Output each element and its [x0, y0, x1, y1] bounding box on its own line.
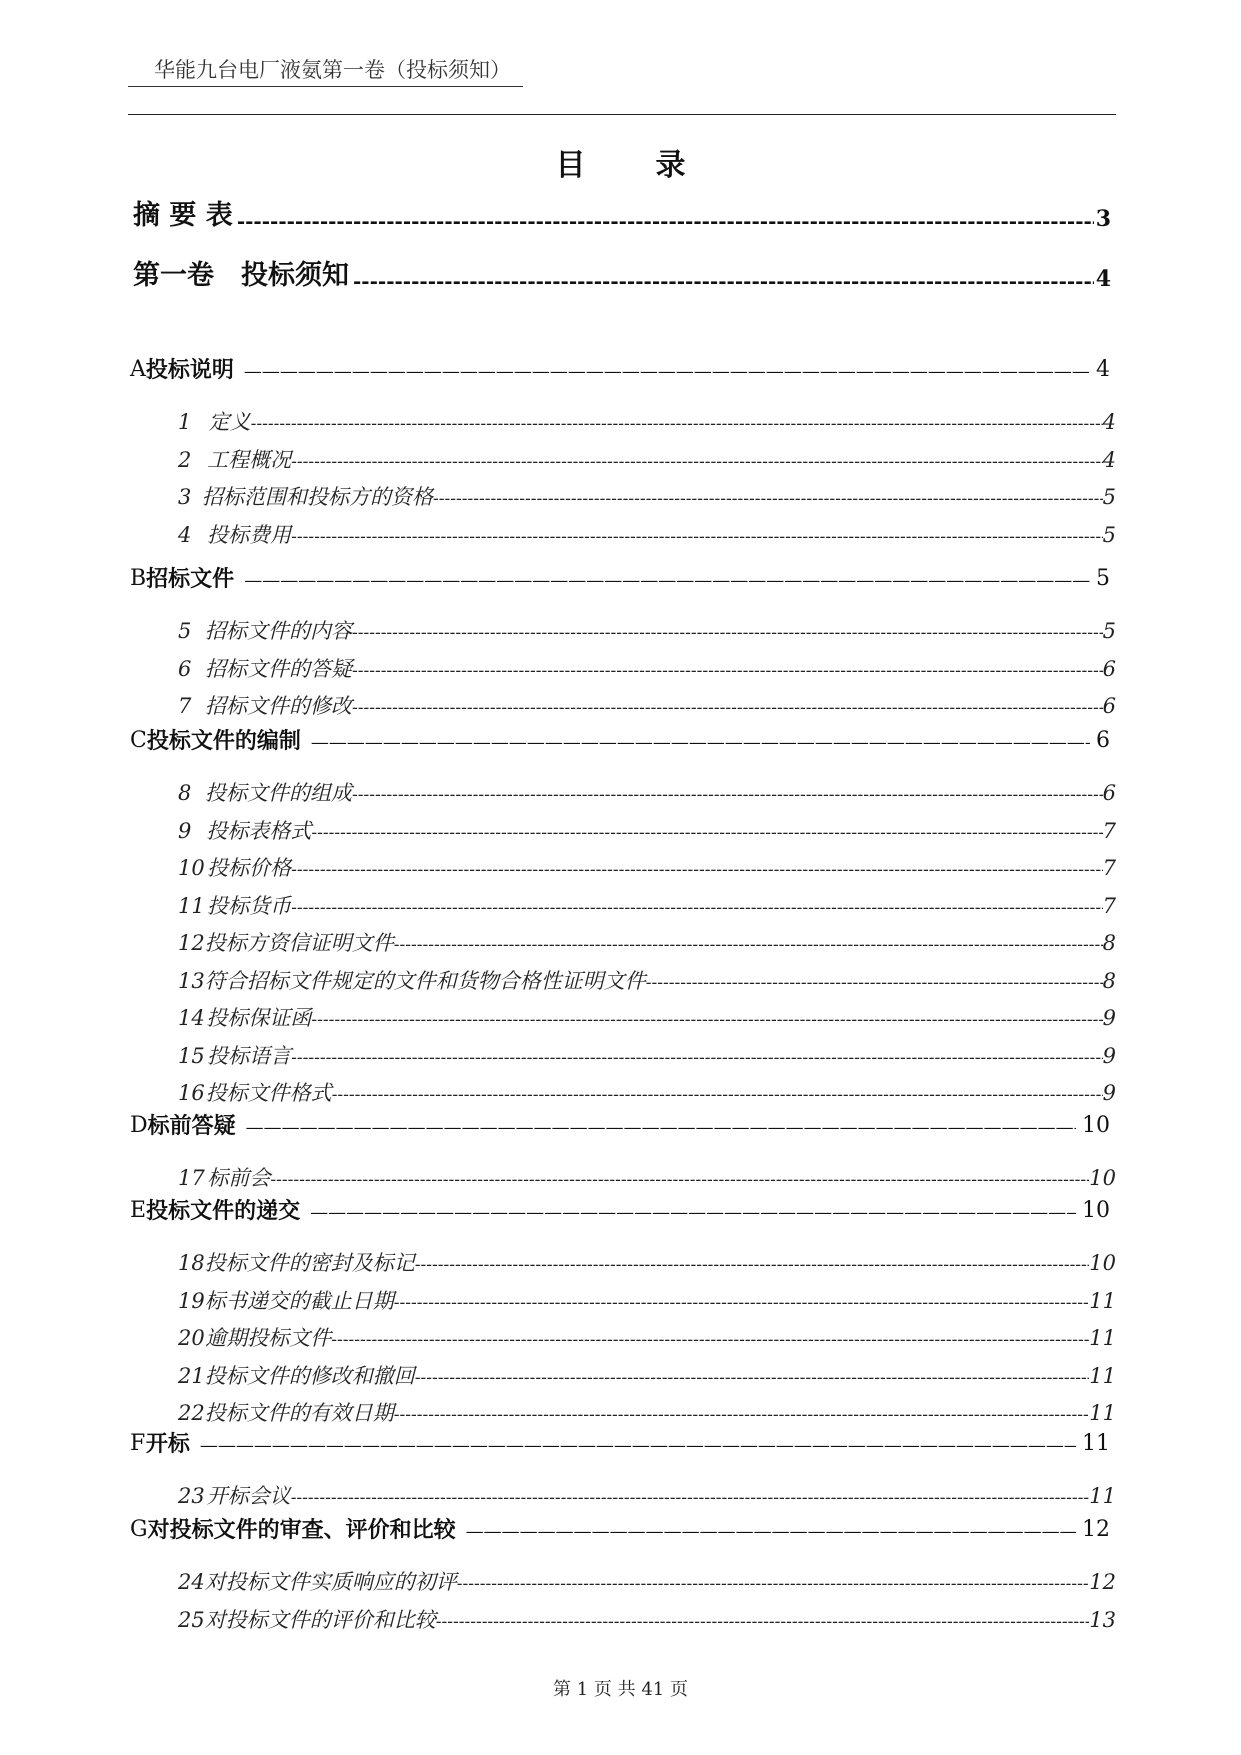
section-letter: A — [130, 357, 146, 382]
dot-leader — [394, 1289, 1090, 1317]
item-number: 3 — [178, 485, 192, 509]
toc-item[interactable] — [178, 1604, 1116, 1636]
toc-section[interactable] — [130, 1428, 1110, 1460]
dot-leader — [352, 781, 1103, 809]
dot-leader — [415, 1364, 1090, 1392]
item-title: 投标方资信证明文件 — [204, 931, 394, 955]
toc-page-number: 4 — [1102, 410, 1116, 434]
dash-leader — [244, 358, 1090, 386]
toc-item[interactable] — [178, 1162, 1116, 1194]
dot-leader — [457, 1570, 1090, 1598]
toc-item[interactable] — [178, 777, 1116, 809]
toc-item[interactable] — [178, 481, 1116, 513]
dot-leader — [646, 969, 1103, 997]
item-number: 11 — [178, 893, 205, 918]
toc-page-number: 7 — [1102, 818, 1116, 843]
toc-item[interactable] — [178, 1480, 1116, 1512]
item-number: 12 — [178, 931, 205, 955]
item-number: 2 — [178, 447, 192, 472]
item-title: 符合招标文件规定的文件和货物合格性证明文件 — [204, 968, 646, 993]
toc-item[interactable] — [178, 1322, 1116, 1354]
toc-page-number: 10 — [1082, 1113, 1110, 1138]
item-title: 投标表格式 — [206, 818, 312, 843]
dot-leader — [394, 1401, 1090, 1429]
toc-page-number: 5 — [1102, 522, 1116, 547]
item-title: 投标费用 — [207, 522, 292, 547]
item-number: 17 — [178, 1166, 205, 1190]
dot-leader — [415, 1251, 1090, 1279]
section-title: 开标 — [145, 1431, 190, 1457]
toc-page-number: 3 — [1095, 206, 1111, 232]
toc-item[interactable] — [178, 653, 1116, 685]
item-number: 7 — [178, 694, 192, 718]
toc-item[interactable] — [178, 1002, 1116, 1034]
toc-page-number: 13 — [1089, 1607, 1116, 1632]
toc-page-number: 10 — [1089, 1166, 1116, 1190]
item-number: 1 — [178, 410, 192, 434]
toc-page-number: 11 — [1089, 1484, 1116, 1508]
toc-title-char-1: 目 — [555, 148, 586, 183]
toc-page-number: 5 — [1102, 619, 1116, 643]
toc-item[interactable] — [178, 1285, 1116, 1317]
toc-section[interactable] — [130, 1514, 1110, 1546]
dot-leader — [436, 1608, 1090, 1636]
dot-leader — [353, 266, 1094, 296]
toc-section[interactable] — [130, 1195, 1110, 1227]
item-title: 投标文件的修改和撤回 — [204, 1363, 415, 1388]
item-number: 4 — [178, 522, 192, 547]
toc-page-number: 11 — [1089, 1326, 1116, 1350]
dot-leader — [291, 448, 1102, 476]
item-number: 9 — [178, 818, 192, 843]
item-title: 标前会 — [207, 1166, 271, 1190]
item-title: 对投标文件实质响应的初评 — [204, 1570, 457, 1594]
dot-leader — [394, 931, 1103, 959]
item-number: 13 — [178, 968, 205, 993]
item-number: 19 — [178, 1288, 205, 1313]
toc-page-number: 12 — [1089, 1570, 1116, 1594]
section-letter: C — [130, 728, 147, 753]
dot-leader — [311, 819, 1102, 847]
dot-leader — [352, 619, 1103, 647]
toc-page-number: 6 — [1102, 694, 1116, 718]
item-number: 14 — [178, 1006, 205, 1030]
toc-item[interactable] — [178, 519, 1116, 551]
toc-item[interactable] — [178, 1040, 1116, 1072]
toc-item[interactable] — [178, 965, 1116, 997]
running-header: 华能九台电厂液氨第一卷（投标须知） — [128, 56, 523, 87]
item-number: 6 — [178, 656, 192, 681]
dot-leader — [352, 657, 1103, 685]
dot-leader — [291, 1044, 1102, 1072]
toc-page-number: 6 — [1102, 656, 1116, 681]
item-title: 投标语言 — [207, 1043, 292, 1068]
toc-item[interactable] — [178, 815, 1116, 847]
item-number: 8 — [178, 781, 192, 805]
toc-page-number: 11 — [1089, 1401, 1116, 1425]
toc-page-number: 6 — [1096, 728, 1110, 753]
toc-section[interactable] — [130, 1110, 1110, 1142]
toc-page-number: 11 — [1089, 1363, 1116, 1388]
item-number: 21 — [178, 1363, 205, 1388]
item-number: 5 — [178, 619, 192, 643]
section-letter: D — [130, 1113, 148, 1138]
dash-leader — [310, 1199, 1076, 1227]
item-number: 18 — [178, 1251, 205, 1275]
dot-leader — [311, 1006, 1102, 1034]
item-title: 招标文件的答疑 — [204, 656, 352, 681]
toc-page-number: 12 — [1082, 1517, 1110, 1542]
item-title: 对投标文件的评价和比较 — [204, 1607, 436, 1632]
page-footer: 第 1 页 共 41 页 — [553, 1679, 688, 1700]
dot-leader — [291, 523, 1102, 551]
dot-leader — [270, 1166, 1089, 1194]
item-number: 22 — [178, 1401, 205, 1425]
item-title: 招标文件的内容 — [204, 619, 352, 643]
section-letter: F — [130, 1431, 146, 1456]
toc-item[interactable] — [178, 852, 1116, 884]
section-title: 投标文件的递交 — [146, 1198, 301, 1224]
section-title: 招标文件 — [146, 566, 235, 592]
toc-entry-top[interactable] — [133, 256, 1111, 296]
item-title: 招标范围和投标方的资格 — [202, 485, 434, 509]
item-title: 投标文件的组成 — [204, 781, 352, 805]
toc-section[interactable] — [130, 354, 1110, 386]
item-number: 25 — [178, 1607, 205, 1632]
toc-item[interactable] — [178, 1397, 1116, 1429]
dot-leader — [291, 894, 1102, 922]
toc-page-number: 4 — [1095, 266, 1111, 292]
toc-item[interactable] — [178, 890, 1116, 922]
item-title: 工程概况 — [207, 447, 292, 472]
item-number: 20 — [178, 1326, 205, 1350]
item-title: 投标价格 — [207, 856, 292, 880]
item-title: 逾期投标文件 — [205, 1326, 332, 1350]
header-divider — [128, 114, 1116, 115]
toc-page-number: 6 — [1102, 781, 1116, 805]
section-title: 投标文件的编制 — [146, 728, 301, 754]
toc-item[interactable] — [178, 1360, 1116, 1392]
toc-title — [0, 146, 1241, 186]
toc-page-number: 4 — [1096, 357, 1110, 382]
item-number: 16 — [178, 1081, 205, 1105]
toc-item[interactable] — [178, 615, 1116, 647]
dash-leader — [311, 729, 1090, 757]
toc-section[interactable] — [130, 725, 1110, 757]
toc-item[interactable] — [178, 1077, 1116, 1109]
item-number: 15 — [178, 1043, 205, 1068]
toc-page-number: 7 — [1102, 856, 1116, 880]
toc-page-number: 5 — [1102, 485, 1116, 509]
toc-item[interactable] — [178, 406, 1116, 438]
dash-leader — [246, 1114, 1076, 1142]
toc-entry-label: 第一卷 投标须知 — [133, 260, 349, 291]
toc-item[interactable] — [178, 927, 1116, 959]
item-title: 投标文件的密封及标记 — [204, 1251, 415, 1275]
section-letter: E — [130, 1198, 147, 1223]
toc-item[interactable] — [178, 444, 1116, 476]
toc-page-number: 8 — [1102, 968, 1116, 993]
item-title: 开标会议 — [206, 1484, 291, 1508]
dash-leader — [466, 1518, 1076, 1546]
item-number: 23 — [178, 1484, 205, 1508]
dash-leader — [200, 1432, 1076, 1460]
dot-leader — [251, 410, 1103, 438]
item-title: 定义 — [208, 410, 251, 434]
item-title: 投标文件的有效日期 — [204, 1401, 394, 1425]
section-title: 投标说明 — [145, 357, 234, 383]
item-title: 投标货币 — [207, 893, 292, 918]
section-letter: G — [130, 1517, 148, 1542]
toc-page-number: 11 — [1089, 1288, 1116, 1313]
dot-leader — [291, 1484, 1090, 1512]
item-title: 投标文件格式 — [205, 1081, 332, 1105]
section-title: 对投标文件的审查、评价和比较 — [147, 1517, 456, 1543]
toc-page-number: 10 — [1082, 1198, 1110, 1223]
toc-page-number: 5 — [1096, 566, 1110, 591]
item-title: 投标保证函 — [206, 1006, 312, 1030]
toc-page-number: 11 — [1082, 1431, 1110, 1456]
item-title: 标书递交的截止日期 — [204, 1288, 394, 1313]
dot-leader — [352, 694, 1103, 722]
toc-page-number: 10 — [1089, 1251, 1116, 1275]
dot-leader — [332, 1081, 1103, 1109]
toc-page-number: 9 — [1102, 1043, 1116, 1068]
toc-page-number: 9 — [1102, 1006, 1116, 1030]
dot-leader — [291, 856, 1102, 884]
toc-page-number: 7 — [1102, 893, 1116, 918]
toc-page-number: 4 — [1102, 447, 1116, 472]
toc-entry-label: 摘 要 表 — [133, 200, 233, 231]
dot-leader — [433, 485, 1103, 513]
toc-item[interactable] — [178, 1566, 1116, 1598]
section-letter: B — [130, 566, 147, 591]
item-number: 24 — [178, 1570, 205, 1594]
item-number: 10 — [178, 856, 205, 880]
toc-page-number: 9 — [1102, 1081, 1116, 1105]
toc-item[interactable] — [178, 1247, 1116, 1279]
dot-leader — [331, 1326, 1089, 1354]
toc-item[interactable] — [178, 690, 1116, 722]
section-title: 标前答疑 — [147, 1113, 236, 1139]
toc-entry-top[interactable] — [133, 196, 1111, 236]
item-title: 招标文件的修改 — [204, 694, 352, 718]
toc-title-char-2: 录 — [655, 148, 686, 183]
dash-leader — [244, 567, 1090, 595]
toc-page-number: 8 — [1102, 931, 1116, 955]
toc-section[interactable] — [130, 563, 1110, 595]
dot-leader — [237, 206, 1094, 236]
